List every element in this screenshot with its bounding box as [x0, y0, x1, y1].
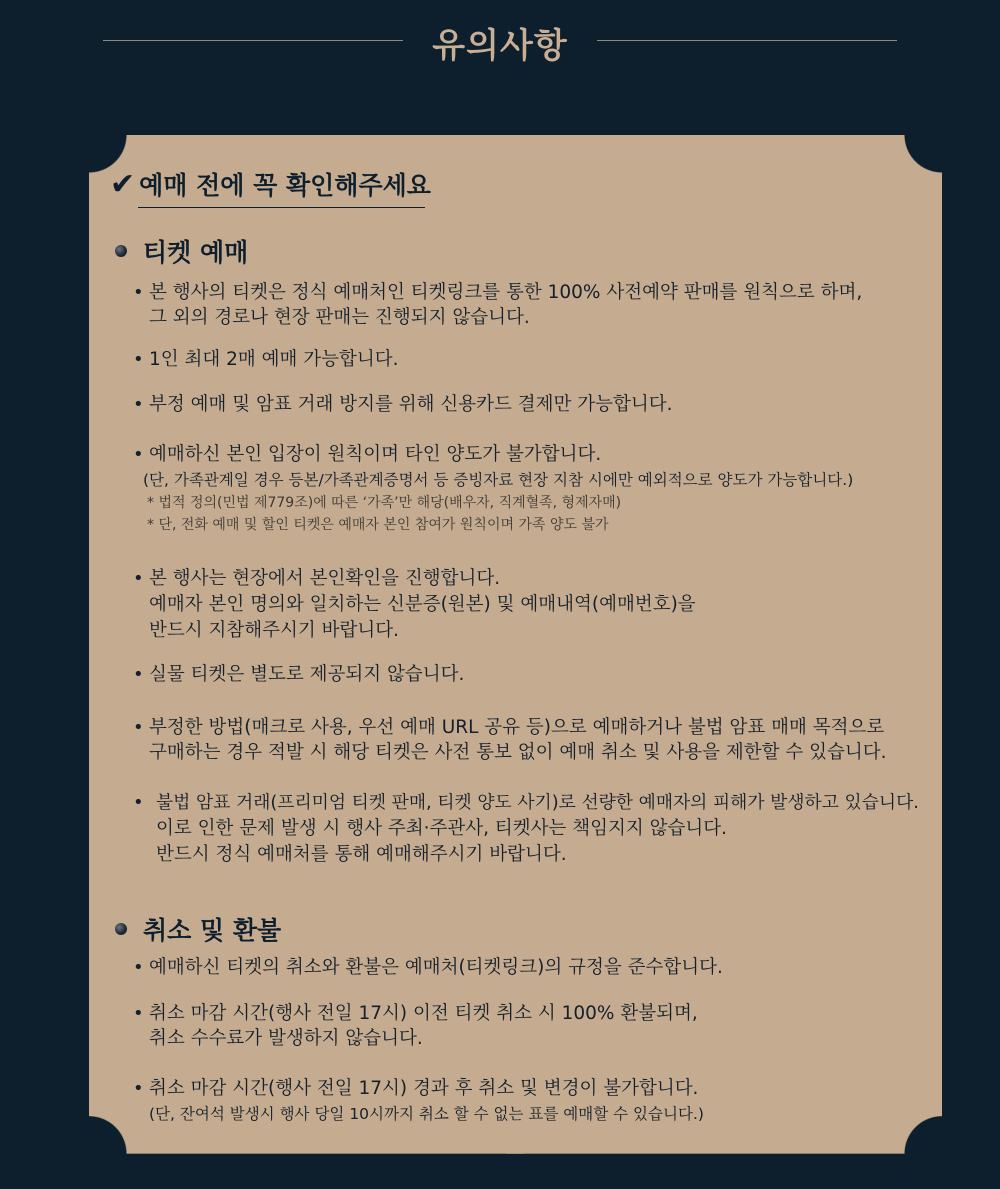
- section-title-ticket-text: 티켓 예매: [143, 238, 249, 267]
- bullet-dot-icon: [115, 923, 127, 935]
- notice-line: 취소 수수료가 발생하지 않습니다.: [149, 1028, 423, 1049]
- bullet-icon: •: [133, 444, 144, 465]
- notice-line: 본 행사는 현장에서 본인확인을 진행합니다.: [149, 568, 501, 589]
- header-divider-right: [597, 40, 897, 41]
- bullet-icon: •: [133, 717, 144, 738]
- notice-subline: (단, 가족관계일 경우 등본/가족관계증명서 등 증빙자료 현장 지참 시에만 예외적으로 양도가 가능합니다.): [143, 471, 854, 489]
- notice-line: 1인 최대 2매 예매 가능합니다.: [149, 349, 399, 370]
- notice-line: 부정한 방법(매크로 사용, 우선 예매 URL 공유 등)으로 예매하거나 불법 암표 매매 목적으로: [149, 717, 885, 738]
- notice-line: 그 외의 경로나 현장 판매는 진행되지 않습니다.: [149, 307, 530, 328]
- section-title-refund: [115, 911, 281, 947]
- notice-line: 예매자 본인 명의와 일치하는 신분증(원본) 및 예매내역(예매번호)을: [149, 594, 696, 615]
- notice-line: 구매하는 경우 적발 시 해당 티켓은 사전 통보 없이 예매 취소 및 사용을 제한할 수 있습니다.: [149, 742, 887, 763]
- notice-line: 본 행사의 티켓은 정식 예매처인 티켓링크를 통한 100% 사전예약 판매를 원칙으로 하며,: [149, 282, 863, 303]
- notice-line: 반드시 지참해주시기 바랍니다.: [149, 620, 399, 641]
- bullet-icon: •: [133, 568, 144, 589]
- header: [0, 0, 1000, 90]
- bullet-icon: •: [133, 282, 144, 303]
- bullet-dot-icon: [115, 245, 127, 257]
- notice-line: 실물 티켓은 별도로 제공되지 않습니다.: [149, 664, 465, 685]
- notice-line: 반드시 정식 예매처를 통해 예매해주시기 바랍니다.: [156, 844, 567, 865]
- notice-line: 이로 인한 문제 발생 시 행사 주최·주관사, 티켓사는 책임지지 않습니다.: [156, 818, 727, 839]
- bullet-icon: •: [133, 957, 144, 978]
- notice-line: 불법 암표 거래(프리미엄 티켓 판매, 티켓 양도 사기)로 선량한 예매자의 피해가 발생하고 있습니다.: [156, 792, 919, 813]
- section-title-refund-text: 취소 및 환불: [143, 916, 282, 945]
- check-heading: [110, 166, 431, 202]
- bullet-icon: •: [133, 349, 144, 370]
- bullet-icon: •: [133, 1003, 144, 1024]
- notice-line: 예매하신 본인 입장이 원칙이며 타인 양도가 불가합니다.: [149, 444, 602, 465]
- notice-line: 취소 마감 시간(행사 전일 17시) 이전 티켓 취소 시 100% 환불되며,: [149, 1003, 698, 1024]
- notice-footnote: * 단, 전화 예매 및 할인 티켓은 예매자 본인 참여가 원칙이며 가족 양도 불가: [147, 517, 609, 533]
- checkmark-icon: ✔: [110, 167, 136, 202]
- bullet-icon: •: [133, 394, 144, 415]
- notice-line: 부정 예매 및 암표 거래 방지를 위해 신용카드 결제만 가능합니다.: [149, 394, 673, 415]
- bullet-icon: •: [133, 1078, 144, 1099]
- notice-footnote: * 법적 정의(민법 제779조)에 따른 ‘가족’만 해당(배우자, 직계혈족, 형제자매): [147, 495, 622, 511]
- section-title-ticket: [115, 233, 248, 269]
- check-heading-underline: [138, 207, 425, 208]
- check-heading-text: 예매 전에 꼭 확인해주세요: [139, 171, 431, 200]
- notice-subline: (단, 잔여석 발생시 행사 당일 10시까지 취소 할 수 없는 표를 예매할 수 있습니다.): [149, 1105, 704, 1123]
- notice-line: 취소 마감 시간(행사 전일 17시) 경과 후 취소 및 변경이 불가합니다.: [149, 1078, 699, 1099]
- bullet-icon: •: [133, 664, 144, 685]
- page-title: 유의사항: [432, 26, 568, 66]
- bullet-icon: •: [133, 792, 144, 813]
- notice-line: 예매하신 티켓의 취소와 환불은 예매처(티켓링크)의 규정을 준수합니다.: [149, 957, 723, 978]
